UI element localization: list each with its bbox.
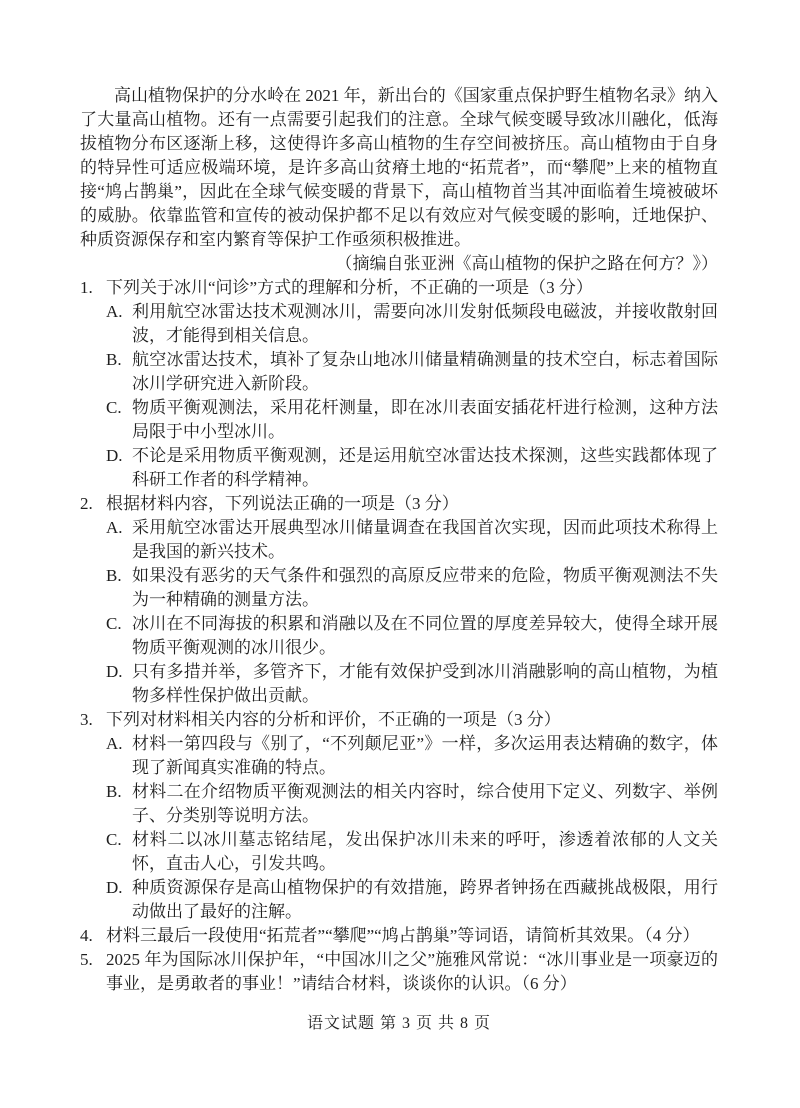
option-A — [106, 516, 718, 564]
question-stem-row — [80, 492, 718, 516]
option-D — [106, 444, 718, 492]
question-3-options — [106, 732, 718, 924]
option-D — [106, 876, 718, 924]
option-C — [106, 612, 718, 660]
question-number: 2. — [80, 494, 93, 513]
option-label: D. — [106, 446, 123, 465]
option-label: B. — [106, 566, 122, 585]
option-text: 采用航空冰雷达开展典型冰川储量调查在我国首次实现，因而此项技术称得上是我国的新兴技术。 — [132, 518, 718, 561]
option-text: 只有多措并举，多管齐下，才能有效保护受到冰川消融影响的高山植物，为植物多样性保护做出贡献。 — [132, 662, 718, 705]
option-label: A. — [106, 734, 123, 753]
question-2 — [80, 492, 718, 708]
question-stem-row — [80, 924, 718, 948]
option-label: C. — [106, 398, 122, 417]
option-text: 不论是采用物质平衡观测，还是运用航空冰雷达技术探测，这些实践都体现了科研工作者的科学精神。 — [132, 446, 718, 489]
question-4 — [80, 924, 718, 948]
option-text: 物质平衡观测法，采用花杆测量，即在冰川表面安插花杆进行检测，这种方法局限于中小型冰川。 — [132, 398, 718, 441]
option-B — [106, 780, 718, 828]
option-label: B. — [106, 350, 122, 369]
question-number: 5. — [80, 950, 93, 969]
option-text: 利用航空冰雷达技术观测冰川，需要向冰川发射低频段电磁波，并接收散射回波，才能得到相关信息。 — [132, 302, 718, 345]
question-1 — [80, 276, 718, 492]
option-B — [106, 564, 718, 612]
question-stem-row — [80, 948, 718, 996]
question-5 — [80, 948, 718, 996]
question-stem: 材料三最后一段使用“拓荒者”“攀爬”“鸠占鹊巢”等词语，请简析其效果。（4 分） — [106, 926, 700, 945]
option-text: 材料一第四段与《别了，“不列颠尼亚”》一样，多次运用表达精确的数字，体现了新闻真实准确的特点。 — [132, 734, 718, 777]
option-text: 冰川在不同海拔的积累和消融以及在不同位置的厚度差异较大，使得全球开展物质平衡观测的冰川很少。 — [132, 614, 718, 657]
option-label: B. — [106, 782, 122, 801]
option-C — [106, 828, 718, 876]
question-stem: 根据材料内容，下列说法正确的一项是（3 分） — [106, 494, 459, 513]
option-D — [106, 660, 718, 708]
option-text: 种质资源保存是高山植物保护的有效措施，跨界者钟扬在西藏挑战极限，用行动做出了最好的注解。 — [132, 878, 718, 921]
option-label: C. — [106, 614, 122, 633]
option-text: 材料二在介绍物质平衡观测法的相关内容时，综合使用下定义、列数字、举例子、分类别等说明方法。 — [132, 782, 718, 825]
question-stem: 2025 年为国际冰川保护年，“中国冰川之父”施雅风常说：“冰川事业是一项豪迈的事业，是勇敢者的事业！”请结合材料，谈谈你的认识。（6 分） — [106, 950, 718, 993]
option-label: C. — [106, 830, 122, 849]
option-text: 如果没有恶劣的天气条件和强烈的高原反应带来的危险，物质平衡观测法不失为一种精确的测量方法。 — [132, 566, 718, 609]
question-number: 4. — [80, 926, 93, 945]
option-text: 材料二以冰川墓志铭结尾，发出保护冰川未来的呼吁，渗透着浓郁的人文关怀，直击人心，引发共鸣。 — [132, 830, 718, 873]
option-A — [106, 732, 718, 780]
question-stem: 下列关于冰川“问诊”方式的理解和分析，不正确的一项是（3 分） — [106, 278, 593, 297]
question-2-options — [106, 516, 718, 708]
option-label: D. — [106, 662, 123, 681]
option-text: 航空冰雷达技术，填补了复杂山地冰川储量精确测量的技术空白，标志着国际冰川学研究进入新阶段。 — [132, 350, 718, 393]
option-label: A. — [106, 518, 123, 537]
passage-citation: （摘编自张亚洲《高山植物的保护之路在何方？》） — [335, 254, 718, 273]
option-A — [106, 300, 718, 348]
question-number: 1. — [80, 278, 93, 297]
question-1-options — [106, 300, 718, 492]
option-C — [106, 396, 718, 444]
passage-paragraph: 高山植物保护的分水岭在 2021 年，新出台的《国家重点保护野生植物名录》纳入了大量高山植物。还有一点需要引起我们的注意。全球气候变暖导致冰川融化，低海拔植物分布区逐渐上移，这使得许多高山植物的生存空间被挤压。高山植物由于自身的特异性可适应极端环境，是许多高山贫瘠土地的“拓荒者”，而“攀爬”上来的植物直接“鸠占鹊巢”，因此在全球气候变暖的背景下，高山植物首当其冲面临着生境被破坏的威胁。依靠监管和宣传的被动保护都不足以有效应对气候变暖的影响，迁地保护、种质资源保存和室内繁育等保护工作亟须积极推进。 — [80, 86, 718, 249]
option-B — [106, 348, 718, 396]
question-number: 3. — [80, 710, 93, 729]
option-label: A. — [106, 302, 123, 321]
question-stem-row — [80, 708, 718, 732]
option-label: D. — [106, 878, 123, 897]
question-stem-row — [80, 276, 718, 300]
question-stem: 下列对材料相关内容的分析和评价，不正确的一项是（3 分） — [106, 710, 561, 729]
page-footer: 语文试题 第 3 页 共 8 页 — [306, 1015, 491, 1032]
question-3 — [80, 708, 718, 924]
